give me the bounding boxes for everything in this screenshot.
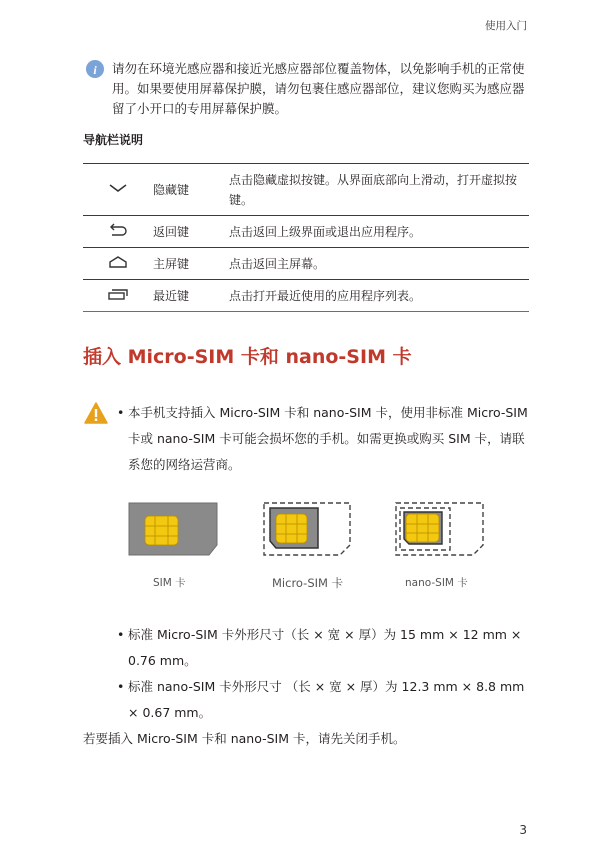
- key-name: 主屏键: [153, 257, 190, 271]
- spec-bullet-micro: • 标准 Micro-SIM 卡外形尺寸（长 × 宽 × 厚）为 15 mm × 12 mm × 0.76 mm。: [117, 627, 522, 668]
- nano-sim-caption: nano-SIM 卡: [405, 577, 468, 589]
- chevron-down-icon: [83, 164, 153, 216]
- home-icon: [83, 248, 153, 280]
- key-name: 返回键: [153, 225, 190, 239]
- table-row: [83, 216, 529, 248]
- key-description: 点击打开最近使用的应用程序列表。: [229, 288, 422, 303]
- nano-sim-card-image: [396, 503, 483, 555]
- recent-apps-icon: [83, 280, 153, 312]
- sim-card-image: [129, 503, 217, 555]
- table-row: [83, 280, 529, 312]
- section-title: 插入 Micro-SIM 卡和 nano-SIM 卡: [83, 346, 412, 368]
- micro-sim-card-image: [264, 503, 350, 555]
- nav-section-title: 导航栏说明: [83, 133, 144, 147]
- key-description: 点击返回主屏幕。: [229, 256, 326, 271]
- back-icon: [83, 216, 153, 248]
- spec-text: 标准 Micro-SIM 卡外形尺寸（长 × 宽 × 厚）为 15 mm × 12 mm × 0.76 mm。: [128, 627, 522, 668]
- table-row: [83, 164, 529, 216]
- table-row: [83, 248, 529, 280]
- page-number: 3: [519, 823, 527, 837]
- warning-text: 本手机支持插入 Micro-SIM 卡和 nano-SIM 卡，使用非标准 Micro-SIM 卡或 nano-SIM 卡可能会损坏您的手机。如需更换或购买 SIM 卡，请联系您的网络运营商。: [128, 405, 528, 472]
- info-icon: [86, 60, 104, 78]
- key-name: 隐藏键: [153, 183, 190, 197]
- spec-text: 标准 nano-SIM 卡外形尺寸 （长 × 宽 × 厚）为 12.3 mm × 8.8 mm × 0.67 mm。: [128, 679, 525, 720]
- key-description: 点击返回上级界面或退出应用程序。: [229, 224, 422, 239]
- warning-bullet: • 本手机支持插入 Micro-SIM 卡和 nano-SIM 卡，使用非标准 Micro-SIM 卡或 nano-SIM 卡可能会损坏您的手机。如需更换或购买 SIM 卡，请联系您的网络运营商。: [117, 405, 528, 472]
- spec-bullet-nano: • 标准 nano-SIM 卡外形尺寸 （长 × 宽 × 厚）为 12.3 mm × 8.8 mm × 0.67 mm。: [117, 679, 525, 720]
- sim-card-illustration: [128, 500, 488, 560]
- svg-text:i: i: [93, 63, 97, 77]
- warning-icon: [84, 402, 108, 424]
- key-description: 点击隐藏虚拟按键。从界面底部向上滑动，打开虚拟按键。: [229, 172, 518, 207]
- key-name: 最近键: [153, 289, 190, 303]
- note-text: 请勿在环境光感应器和接近光感应器部位覆盖物体，以免影响手机的正常使用。如果要使用屏幕保护膜，请勿包裹住感应器部位，建议您购买为感应器留了小开口的专用屏幕保护膜。: [112, 61, 525, 116]
- header-section-title: 使用入门: [485, 20, 527, 32]
- final-instruction: 若要插入 Micro-SIM 卡和 nano-SIM 卡，请先关闭手机。: [83, 731, 406, 746]
- sim-card-caption: SIM 卡: [153, 577, 186, 589]
- nav-key-table: [83, 163, 529, 312]
- micro-sim-caption: Micro-SIM 卡: [272, 576, 344, 590]
